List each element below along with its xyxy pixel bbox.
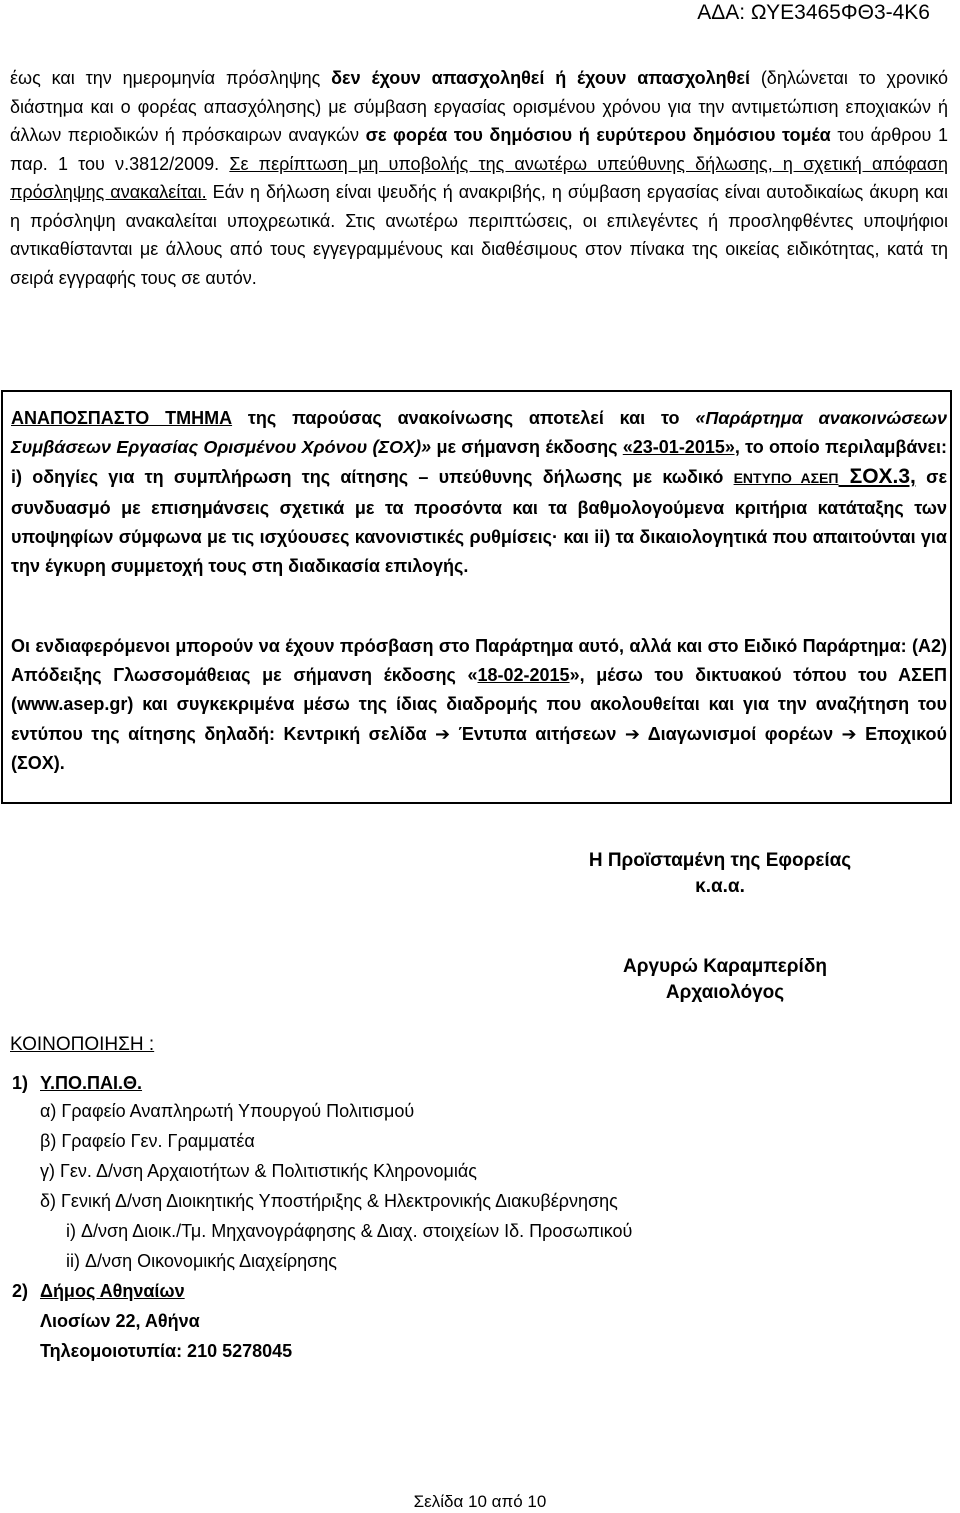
notify-item-ii: ii) Δ/νση Οικονομικής Διαχείρησης bbox=[66, 1251, 337, 1271]
annex-paragraph-2 bbox=[11, 632, 947, 778]
notify-number-1: 1) bbox=[12, 1073, 29, 1093]
notify-item-a: α) Γραφείο Αναπληρωτή Υπουργού Πολιτισμού bbox=[40, 1101, 415, 1121]
annex-text-d: με σήμανση έκδοσης bbox=[431, 437, 623, 458]
signature-role: Η Προϊσταμένη της Εφορείας bbox=[588, 850, 852, 871]
annex-text-b: της παρούσας ανακοίνωσης αποτελεί και το bbox=[232, 408, 696, 428]
p1-text-d: με σύμβαση εργασίας ορισμένου χρόνου για την αντιμετώπιση εποχιακών ή άλλων περιοδικών ή πρόσκαιρων αναγκών bbox=[10, 96, 948, 145]
annex-box bbox=[1, 390, 952, 804]
ada-code: ΑΔΑ: ΩΥΕ3465ΦΘ3-4Κ6 bbox=[697, 1, 930, 24]
notify-item-i: i) Δ/νση Διοικ./Τμ. Μηχανογράφησης & Διαχ. στοιχείων Ιδ. Προσωπικού bbox=[66, 1221, 633, 1241]
notify-heading: ΚΟΙΝΟΠΟΙΗΣΗ : bbox=[10, 1034, 155, 1055]
p1-text-e: σε φορέα του δημόσιου ή ευρύτερου δημόσιου τομέα bbox=[365, 125, 831, 145]
p1-text-g: Σε περίπτωση μη υποβολής της ανωτέρω υπεύθυνης δήλωσης, η σχετική απόφαση πρόσληψης ανακαλείται. bbox=[10, 153, 948, 202]
annex-date: «23-01-2015», bbox=[622, 437, 740, 458]
signature-title: Αρχαιολόγος bbox=[665, 982, 785, 1003]
access-text-c: », μέσω του δικτυακού τόπου του ΑΣΕΠ (www.asep.gr) και συγκεκριμένα μέσω της ίδιας διαδρομής που ακολουθείται και για την αναζήτηση του εντύπου της αίτησης δηλαδή: Κεντρική σελίδα bbox=[11, 665, 947, 744]
annex-text-i: σε συνδυασμό με επισημάνσεις σχετικά με τα προσόντα και τα βαθμολογούμενα κριτήρια κατάταξης των υποψηφίων σύμφωνα με τις ισχύουσες κανονιστικές ρυθμίσεις· και ii) τα δικαιολογητικά που απαιτούνται για την έγκυρη συμμετοχή τους στη διαδικασία επιλογής. bbox=[11, 467, 947, 577]
p1-text-h: Εάν η δήλωση είναι ψευδής ή ανακριβής, η σύμβαση εργασίας είναι αυτοδικαίως άκυρη και η πρόσληψη ανακαλείται υποχρεωτικά. Στις ανωτέρω περιπτώσεις, οι επιλεγέντες ή προσληφθέντες υποψήφιοι αντικαθίστανται με άλλους από τους εγγεγραμμένους και διαθέσιμους στον πίνακα της οικείας ειδικότητας, κατά τη σειρά εγγραφής τους σε αυτόν. bbox=[10, 182, 949, 288]
form-code: ΣΟΧ.3, bbox=[838, 465, 916, 489]
path-competitions: Διαγωνισμοί φορέων bbox=[639, 723, 842, 744]
notify-item-b: β) Γραφείο Γεν. Γραμματέα bbox=[40, 1131, 255, 1151]
notify-item-d: δ) Γενική Δ/νση Διοικητικής Υποστήριξης & Ηλεκτρονικής Διακυβέρνησης bbox=[40, 1191, 618, 1211]
arrow-right-icon: ➔ bbox=[624, 723, 640, 745]
p1-text-a: έως και την ημερομηνία πρόσληψης bbox=[10, 68, 332, 88]
notify-fax: Τηλεομοιοτυπία: 210 5278045 bbox=[40, 1341, 293, 1361]
notify-municipality: Δήμος Αθηναίων bbox=[40, 1281, 185, 1301]
signature-kaa: κ.α.α. bbox=[695, 876, 745, 897]
path-forms: Έντυπα αιτήσεων bbox=[450, 723, 625, 744]
paragraph-declaration bbox=[10, 64, 948, 292]
arrow-right-icon: ➔ bbox=[841, 723, 857, 745]
annex-a2-date: 18-02-2015 bbox=[477, 665, 570, 686]
access-text-a: Οι ενδιαφερόμενοι μπορούν να έχουν πρόσβαση στο Παράρτημα αυτό, αλλά και στο Ειδικό Παράρτημα: (Α2) Απόδειξης Γλωσσομάθειας με σήμανση έκδοσης « bbox=[11, 636, 947, 686]
annex-heading: ΑΝΑΠΟΣΠΑΣΤΟ ΤΜΗΜΑ bbox=[11, 408, 233, 428]
notify-item-c: γ) Γεν. Δ/νση Αρχαιοτήτων & Πολιτιστικής Κληρονομιάς bbox=[40, 1161, 477, 1181]
annex-paragraph-1 bbox=[11, 404, 947, 581]
p1-text-f: του άρθρου 1 παρ. 1 του ν.3812/2009. bbox=[10, 125, 948, 174]
annex-title: «Παράρτημα ανακοινώσεων Συμβάσεων Εργασίας Ορισμένου Χρόνου (ΣΟΧ)» bbox=[11, 408, 947, 458]
path-seasonal: Εποχικού (ΣΟΧ). bbox=[11, 723, 948, 773]
form-code-label: ΕΝΤΥΠΟ ΑΣΕΠ bbox=[733, 470, 839, 487]
notify-ministry: Υ.ΠΟ.ΠΑΙ.Θ. bbox=[40, 1073, 143, 1093]
page-number: Σελίδα 10 από 10 bbox=[413, 1492, 547, 1511]
arrow-right-icon: ➔ bbox=[434, 723, 451, 745]
p1-text-c: (δηλώνεται το χρονικό διάστημα και ο φορέας απασχόλησης) bbox=[10, 68, 948, 117]
notify-address: Λιοσίων 22, Αθήνα bbox=[40, 1311, 200, 1331]
annex-text-f: το οποίο περιλαμβάνει: i) οδηγίες για τη συμπλήρωση της αίτησης – υπεύθυνης δήλωσης με κωδικό bbox=[11, 437, 947, 488]
notify-number-2: 2) bbox=[12, 1281, 29, 1301]
signature-name: Αργυρώ Καραμπερίδη bbox=[623, 956, 827, 977]
p1-text-b: δεν έχουν απασχοληθεί ή έχουν απασχοληθεί bbox=[331, 68, 750, 88]
